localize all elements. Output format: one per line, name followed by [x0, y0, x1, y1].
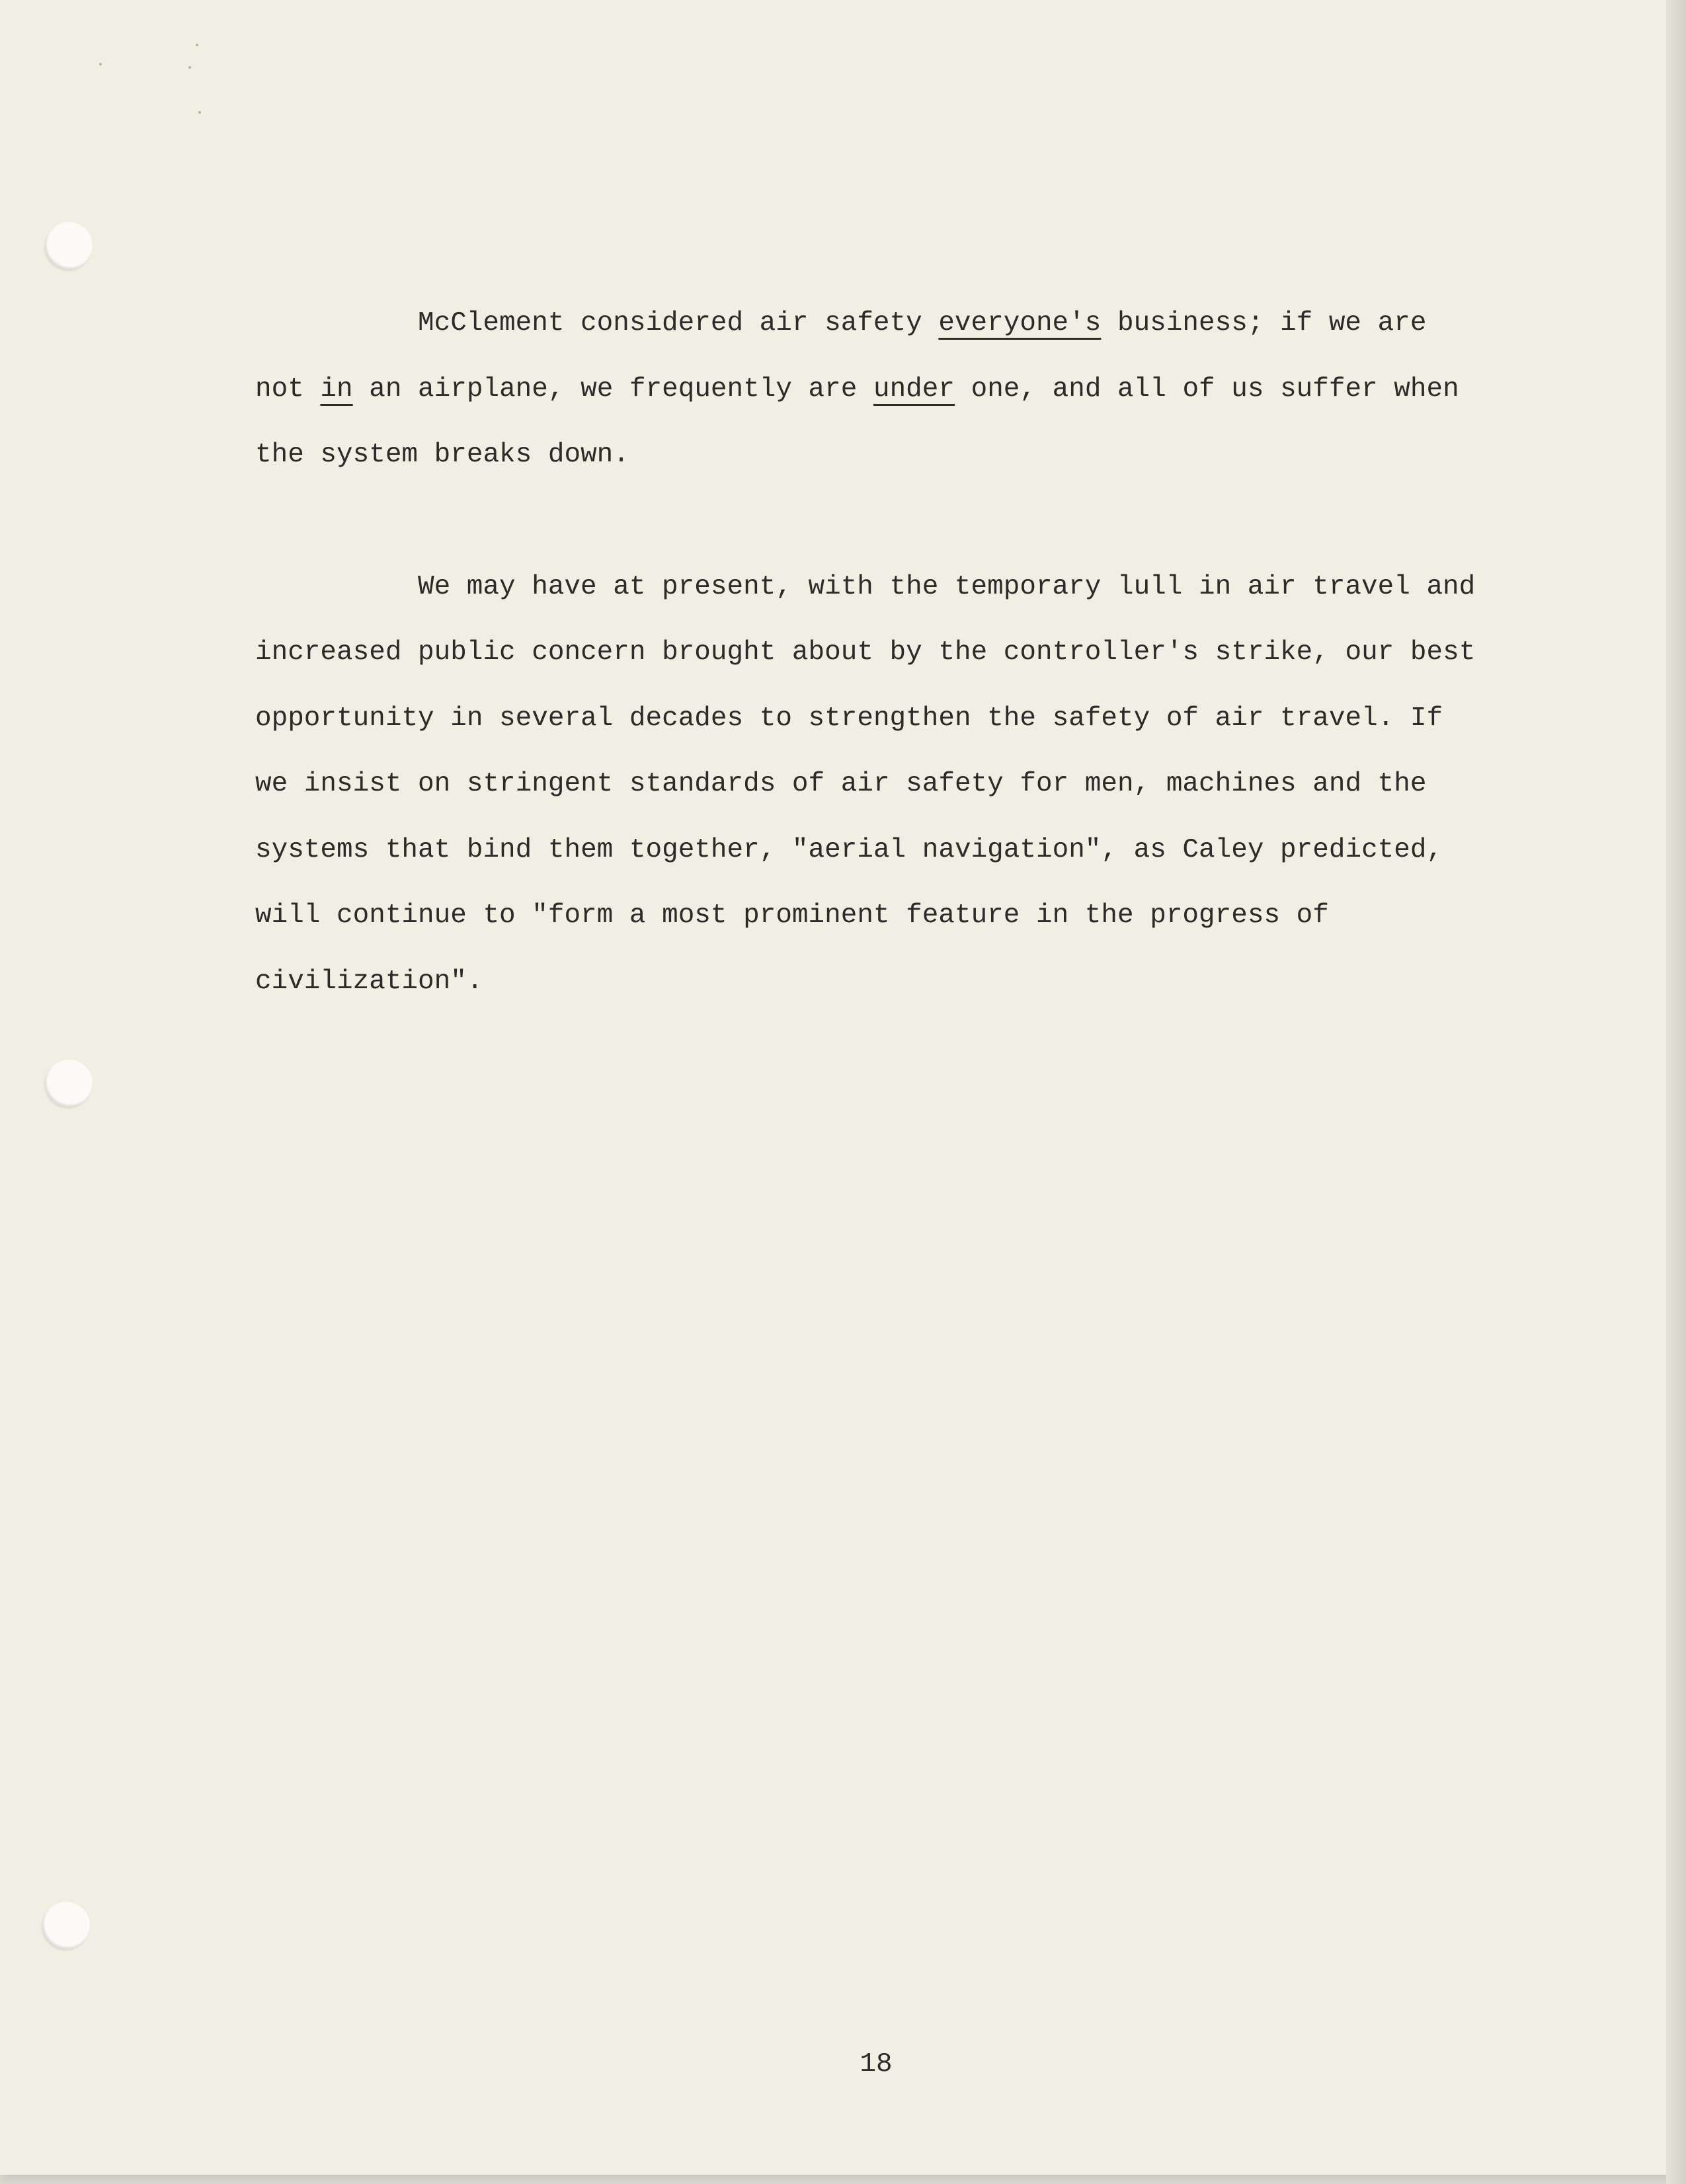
text-run: business; if we are [1101, 308, 1427, 338]
text-run: not [255, 373, 321, 405]
text-line: increased public concern brought about by the controller's strike, our best [255, 637, 1476, 668]
text-line: the system breaks down. [255, 440, 629, 470]
text-run: one, and all of us suffer when [955, 373, 1459, 405]
punch-hole [45, 222, 93, 270]
paper-speck [188, 66, 191, 69]
punch-hole [42, 1902, 90, 1949]
text-line: we insist on stringent standards of air safety for men, machines and the [255, 769, 1427, 799]
paper-speck [196, 44, 198, 46]
underlined-word: in [320, 373, 353, 405]
text-line: will continue to "form a most prominent feature in the progress of [255, 900, 1329, 931]
paragraph-1 [255, 291, 1538, 488]
text-line: civilization". [255, 966, 483, 997]
punch-hole [45, 1060, 93, 1107]
text-line [255, 291, 1538, 357]
page-number: 18 [860, 2049, 893, 2080]
text-line: systems that bind them together, "aerial navigation", as Caley predicted, [255, 834, 1443, 865]
underlined-word: under [873, 373, 955, 405]
paper-speck [99, 63, 102, 65]
text-run: McClement considered air safety [418, 308, 939, 338]
paper-speck [198, 111, 201, 114]
text-run: an airplane, we frequently are [352, 373, 873, 405]
page-edge-shadow [1666, 0, 1686, 2184]
underlined-word: everyone's [938, 308, 1102, 338]
text-line: opportunity in several decades to strengthen the safety of air travel. If [255, 703, 1443, 734]
text-line: We may have at present, with the temporary lull in air travel and [418, 571, 1476, 602]
text-line [255, 357, 1538, 423]
body-text [255, 291, 1538, 1081]
paragraph-2 [255, 555, 1538, 1015]
